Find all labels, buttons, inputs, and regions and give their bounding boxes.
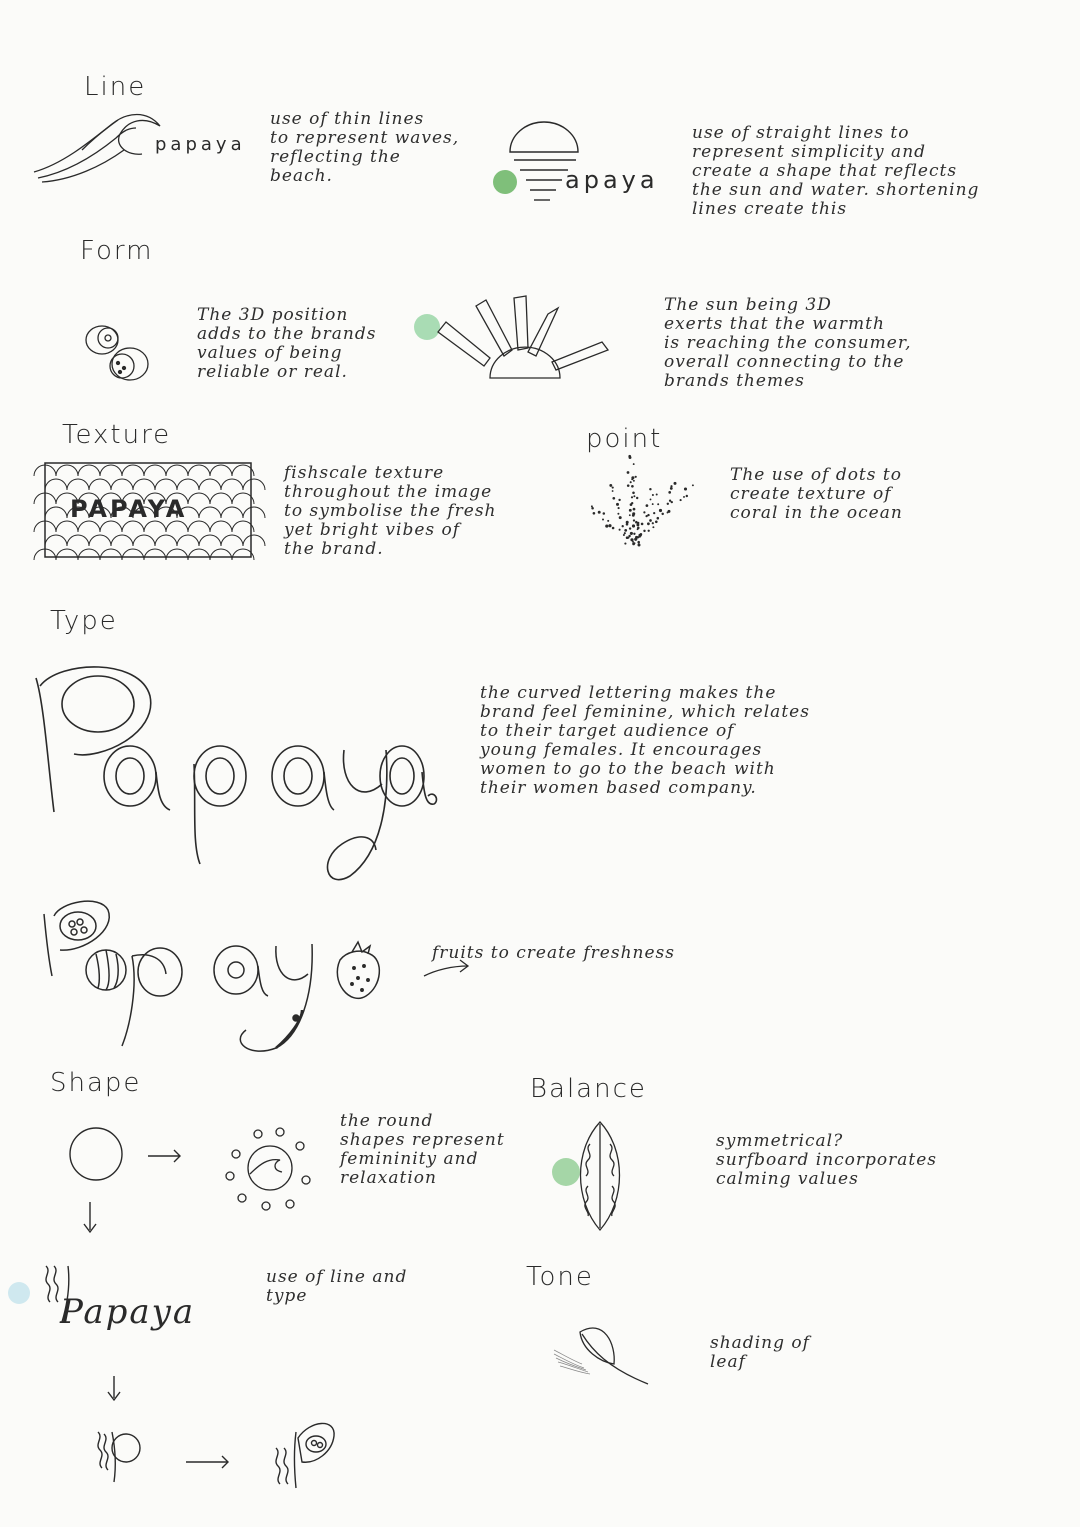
coral-dot — [626, 523, 629, 526]
coral-dot — [636, 497, 638, 499]
coral-dot — [657, 503, 659, 505]
coral-dot — [630, 532, 633, 535]
coral-dot — [631, 496, 633, 498]
scale-arc — [221, 507, 243, 518]
coral-dot — [637, 528, 639, 530]
scale-arc — [199, 535, 221, 546]
coral-dot — [631, 485, 634, 488]
coral-dot — [643, 530, 645, 532]
scale-arc — [221, 535, 243, 546]
coral-dot — [623, 534, 625, 536]
coral-dot — [633, 463, 635, 465]
coral-dot — [609, 484, 612, 487]
coral-dot — [617, 513, 619, 515]
coral-dot — [633, 495, 635, 497]
scale-arc — [100, 465, 122, 476]
coral-dot — [619, 516, 622, 519]
scale-arc — [89, 535, 111, 546]
shape-papaya-word: Papaya — [60, 1292, 196, 1332]
coral-dot — [632, 514, 635, 517]
scale-arc — [133, 479, 155, 490]
scale-arc — [45, 479, 67, 490]
coral-dot — [612, 527, 615, 530]
coral-dots-icon — [574, 446, 700, 552]
scale-arc — [67, 535, 89, 546]
coral-dot — [647, 522, 650, 525]
scale-arc — [199, 507, 221, 518]
coral-dot — [629, 456, 632, 459]
scale-arc — [243, 479, 265, 490]
scale-arc — [155, 535, 177, 546]
form-note-left: The 3D position adds to the brands values of being reliable or real. — [197, 305, 377, 382]
coral-dot — [607, 520, 609, 522]
scale-arc — [45, 507, 67, 518]
coral-dot — [652, 503, 654, 505]
scale-arc — [166, 549, 188, 560]
scale-arc — [122, 465, 144, 476]
coral-dot — [646, 504, 649, 507]
coral-dot — [656, 493, 658, 495]
scale-arc — [210, 465, 232, 476]
coral-dot — [668, 491, 671, 494]
coral-dot — [632, 542, 635, 545]
coral-dot — [624, 529, 627, 532]
coral-dot — [605, 525, 608, 528]
coral-dot — [627, 484, 630, 487]
coral-dot — [680, 499, 682, 501]
coral-dot — [648, 530, 650, 532]
coral-dot — [616, 503, 619, 506]
coral-dot — [684, 487, 687, 490]
scale-arc — [188, 521, 210, 532]
coral-dot — [626, 536, 629, 539]
tone-note: shading of leaf — [710, 1333, 810, 1372]
coral-dot — [633, 519, 635, 521]
coral-dot — [667, 503, 669, 505]
coral-dot — [649, 488, 651, 490]
coral-dot — [622, 525, 624, 527]
heading-tone: Tone — [526, 1262, 594, 1292]
coral-dot — [612, 490, 614, 492]
heading-point: point — [586, 424, 663, 454]
scale-arc — [56, 465, 78, 476]
coral-dot — [632, 541, 634, 543]
heading-texture: Texture — [62, 420, 172, 450]
shape-note: the round shapes represent femininity and relaxation — [340, 1111, 505, 1188]
heading-type: Type — [50, 606, 118, 636]
coral-dot — [635, 476, 637, 478]
form-note-right: The sun being 3D exerts that the warmth is reaching the consumer, overall connecting to the brands themes — [664, 295, 912, 391]
coral-dot — [630, 503, 633, 506]
scale-arc — [89, 479, 111, 490]
coral-dot — [619, 529, 621, 531]
coral-dot — [603, 512, 606, 515]
papaya-fruit-lettering — [40, 896, 400, 1066]
coral-dot — [632, 492, 635, 495]
scale-arc — [133, 535, 155, 546]
coral-dot — [612, 497, 615, 500]
coral-dot — [686, 495, 688, 497]
coral-dot — [633, 533, 635, 535]
wave-papaya-word: papaya — [155, 134, 246, 155]
line-note-right: use of straight lines to represent simplicity and create a shape that reflects the sun and water. shortening lines create this — [692, 123, 980, 219]
coral-dot — [692, 484, 694, 486]
scale-arc — [155, 479, 177, 490]
coral-dot — [641, 523, 644, 526]
scale-arc — [166, 465, 188, 476]
coral-dot — [683, 496, 685, 498]
cylinders-icon — [78, 318, 162, 386]
circle-icon — [66, 1126, 130, 1238]
blue-dot — [8, 1282, 30, 1304]
green-dot — [493, 170, 517, 194]
scale-arc — [144, 549, 166, 560]
scale-arc — [111, 535, 133, 546]
line-type-note: use of line and type — [266, 1267, 408, 1306]
coral-dot — [591, 507, 594, 510]
coral-dot — [655, 520, 658, 523]
scale-arc — [243, 535, 265, 546]
type-note-fruit: fruits to create freshness — [432, 943, 675, 963]
scale-arc — [144, 465, 166, 476]
papaya-fruit-icon — [272, 1418, 342, 1496]
leaf-icon — [552, 1320, 652, 1390]
coral-dot — [652, 522, 654, 524]
coral-dot — [645, 515, 647, 517]
scale-arc — [111, 479, 133, 490]
heading-form: Form — [80, 236, 154, 266]
wave-icon — [32, 104, 162, 184]
coral-dot — [640, 535, 642, 537]
coral-dot — [657, 517, 660, 520]
fish-papaya-word: PAPAYA — [70, 495, 188, 523]
strawberry-icon — [337, 942, 379, 998]
papaya-fruit-icon — [60, 912, 96, 940]
coral-dot — [674, 482, 677, 485]
coral-dot — [650, 498, 652, 500]
heading-balance: Balance — [530, 1074, 647, 1104]
coral-dot — [670, 487, 673, 490]
scale-arc — [122, 549, 144, 560]
scale-arc — [210, 549, 232, 560]
coral-dot — [633, 480, 635, 482]
type-note-curved: the curved lettering makes the brand feel feminine, which relates to their target audience of young females. It encourages women to go to the beach with their women based company. — [480, 683, 810, 798]
coral-dot — [633, 508, 636, 511]
coral-dot — [624, 543, 626, 545]
scale-arc — [78, 465, 100, 476]
coral-dot — [618, 499, 620, 501]
coral-dot — [667, 512, 669, 514]
coral-dot — [652, 494, 654, 496]
scale-arc — [67, 479, 89, 490]
scale-arc — [210, 521, 232, 532]
coral-dot — [602, 518, 604, 520]
coral-dot — [629, 514, 631, 516]
arrow-icon — [146, 1146, 186, 1166]
coral-dot — [630, 481, 632, 483]
point-note: The use of dots to create texture of coral in the ocean — [730, 465, 903, 523]
coral-dot — [643, 511, 645, 513]
coral-dot — [637, 522, 639, 524]
coral-dot — [659, 509, 662, 512]
scale-arc — [210, 493, 232, 504]
coral-dot — [598, 511, 601, 514]
balance-note: symmetrical? surfboard incorporates calming values — [716, 1131, 938, 1189]
coral-dot — [618, 507, 620, 509]
coral-dot — [628, 535, 630, 537]
scale-arc — [243, 507, 265, 518]
coral-dot — [593, 512, 596, 515]
papaya-curved-lettering — [30, 664, 440, 894]
scale-arc — [188, 465, 210, 476]
scale-arc — [78, 549, 100, 560]
coral-dot — [671, 501, 673, 503]
coral-dot — [637, 536, 639, 538]
coral-dot — [661, 513, 663, 515]
line-note-left: use of thin lines to represent waves, reflecting the beach. — [270, 109, 460, 186]
coral-dot — [637, 541, 640, 544]
coral-dot — [612, 487, 614, 489]
coral-dot — [631, 476, 634, 479]
scale-arc — [100, 549, 122, 560]
scale-arc — [177, 479, 199, 490]
coral-dot — [637, 543, 640, 546]
scale-arc — [221, 479, 243, 490]
scale-arc — [177, 535, 199, 546]
scale-arc — [188, 549, 210, 560]
coral-dot — [632, 524, 635, 527]
coral-dot — [608, 524, 611, 527]
heading-shape: Shape — [50, 1068, 142, 1098]
coral-dot — [670, 485, 672, 487]
scale-arc — [56, 549, 78, 560]
arrow-icon — [184, 1452, 234, 1472]
coral-dot — [649, 519, 652, 522]
coral-dot — [624, 532, 626, 534]
coral-dot — [652, 526, 654, 528]
coral-dot — [629, 509, 632, 512]
scale-arc — [199, 479, 221, 490]
sun-3d-icon — [432, 292, 614, 384]
texture-note: fishscale texture throughout the image to symbolise the fresh yet bright vibes of the brand. — [284, 463, 497, 559]
scale-arc — [45, 535, 67, 546]
coral-dot — [627, 471, 630, 474]
coral-dot — [629, 527, 631, 529]
heading-line: Line — [84, 72, 147, 102]
coral-dot — [653, 512, 655, 514]
surfboard-icon — [570, 1120, 630, 1232]
sun-papaya-word: apaya — [565, 166, 659, 194]
scale-arc — [188, 493, 210, 504]
sun-wave-icon — [222, 1124, 318, 1214]
